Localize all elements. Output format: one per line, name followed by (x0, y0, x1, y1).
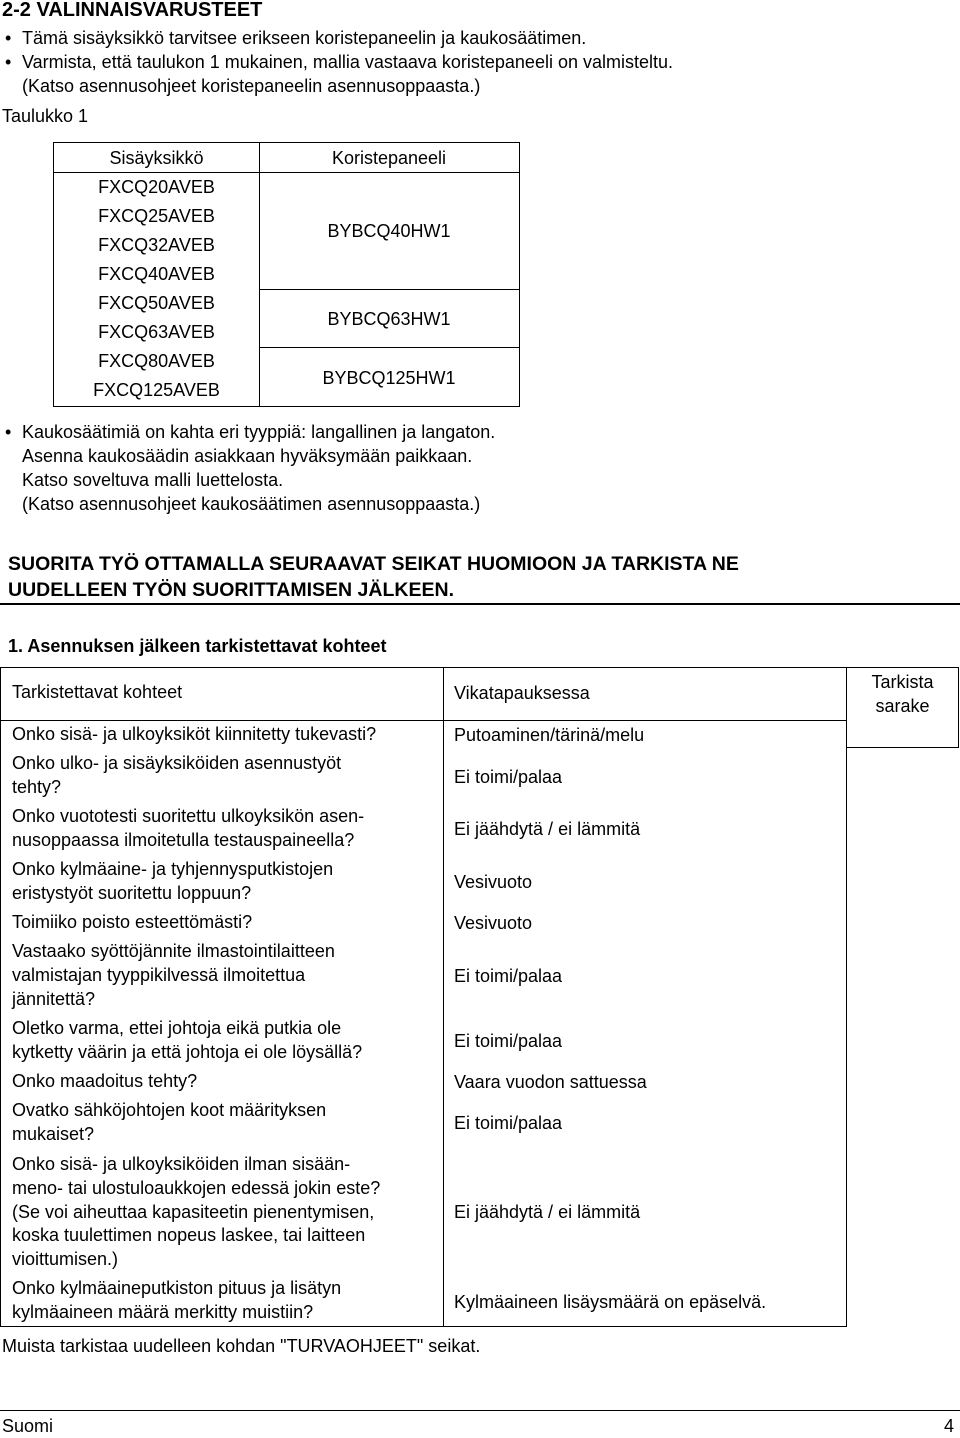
table1 (53, 142, 520, 407)
table1-panel: BYBCQ63HW1 (327, 309, 451, 329)
checklist-item: Oletko varma, ettei johtoja eikä putkia ole (12, 1018, 342, 1038)
checklist-item: (Se voi aiheuttaa kapasiteetin pienentymisen, (12, 1202, 375, 1222)
table1-header-unit: Sisäyksikkö (109, 148, 204, 168)
checklist-item: Onko kylmäaineputkiston pituus ja lisätyn (12, 1278, 342, 1298)
checklist-item: Onko ulko- ja sisäyksiköiden asennustyöt (12, 753, 342, 773)
checklist-item: kytketty väärin ja että johtoja ei ole löysällä? (12, 1042, 363, 1062)
table1-unit: FXCQ125AVEB (93, 380, 220, 400)
checklist-fault: Vesivuoto (454, 872, 533, 892)
checklist-item: koska tuulettimen nopeus laskee, tai laitteen (12, 1225, 366, 1245)
checklist-header-check-2: sarake (875, 696, 930, 716)
table1-panel: BYBCQ40HW1 (327, 221, 451, 241)
checklist-item: Onko maadoitus tehty? (12, 1071, 198, 1091)
table1-caption: Taulukko 1 (2, 106, 89, 126)
table1-unit: FXCQ80AVEB (98, 351, 215, 371)
bullet-marker: • (5, 422, 12, 442)
checklist-item: meno- tai ulostuloaukkojen edessä jokin este? (12, 1178, 381, 1198)
table1-unit: FXCQ25AVEB (98, 206, 215, 226)
remote-line-1: Kaukosäätimiä on kahta eri tyyppiä: langallinen ja langaton. (22, 422, 496, 442)
checklist-fault: Kylmäaineen lisäysmäärä on epäselvä. (454, 1292, 767, 1312)
remote-line-4: (Katso asennusohjeet kaukosäätimen asennusoppaasta.) (22, 494, 481, 514)
heading-rule (0, 603, 960, 605)
checklist-header-rule (0, 720, 847, 721)
checklist-fault: Putoaminen/tärinä/melu (454, 725, 645, 745)
table1-row-rule (259, 289, 519, 290)
checklist-item: Toimiiko poisto esteettömästi? (12, 912, 253, 932)
checklist-fault: Ei toimi/palaa (454, 1031, 563, 1051)
table1-unit: FXCQ63AVEB (98, 322, 215, 342)
checklist-column-divider (443, 667, 444, 1327)
checklist-fault: Ei jäähdytä / ei lämmitä (454, 1202, 641, 1222)
bullet-marker: • (5, 52, 12, 72)
bullet-marker: • (5, 28, 12, 48)
checklist-item: Onko vuototesti suoritettu ulkoyksikön asen- (12, 806, 365, 826)
section-title: 2-2 VALINNAISVARUSTEET (2, 0, 263, 21)
checklist-fault: Ei toimi/palaa (454, 767, 563, 787)
checklist-item: Onko sisä- ja ulkoyksiköt kiinnitetty tukevasti? (12, 724, 377, 744)
warning-heading (8, 551, 739, 603)
table1-unit: FXCQ20AVEB (98, 177, 215, 197)
table1-header-rule (54, 172, 519, 173)
table1-header-panel: Koristepaneeli (331, 148, 447, 168)
checklist-item: nusoppaassa ilmoitetulla testauspaineella? (12, 830, 355, 850)
checklist-item: tehty? (12, 777, 62, 797)
table1-unit: FXCQ32AVEB (98, 235, 215, 255)
checklist-title: 1. Asennuksen jälkeen tarkistettavat kohteet (8, 636, 387, 656)
checklist-fault: Vesivuoto (454, 913, 533, 933)
warning-heading-line-2: UUDELLEEN TYÖN SUORITTAMISEN JÄLKEEN. (8, 579, 454, 601)
checklist-item: vioittumisen.) (12, 1249, 119, 1269)
checklist-item: Vastaako syöttöjännite ilmastointilaitteen (12, 941, 335, 961)
remote-line-2: Asenna kaukosäädin asiakkaan hyväksymään paikkaan. (22, 446, 473, 466)
closing-note: Muista tarkistaa uudelleen kohdan "TURVAOHJEET" seikat. (2, 1336, 481, 1356)
checklist-fault: Ei toimi/palaa (454, 966, 563, 986)
checklist-item: mukaiset? (12, 1124, 95, 1144)
checklist-item: valmistajan tyyppikilvessä ilmoitettua (12, 965, 306, 985)
intro-note: (Katso asennusohjeet koristepaneelin asennusoppaasta.) (22, 76, 481, 96)
footer-language: Suomi (2, 1416, 54, 1436)
remote-line-3: Katso soveltuva malli luettelosta. (22, 470, 284, 490)
checklist-item: Onko kylmäaine- ja tyhjennysputkistojen (12, 859, 334, 879)
table1-panel: BYBCQ125HW1 (322, 368, 456, 388)
warning-heading-line-1: SUORITA TYÖ OTTAMALLA SEURAAVAT SEIKAT HUOMIOON JA TARKISTA NE (8, 553, 739, 575)
table1-unit: FXCQ40AVEB (98, 264, 215, 284)
checklist-fault: Ei jäähdytä / ei lämmitä (454, 819, 641, 839)
checklist-header-item: Tarkistettavat kohteet (12, 682, 183, 702)
checklist-header-fault: Vikatapauksessa (454, 683, 590, 703)
checklist-item: Onko sisä- ja ulkoyksiköiden ilman sisään- (12, 1154, 351, 1174)
checklist-fault: Ei toimi/palaa (454, 1113, 563, 1133)
checklist-item: Ovatko sähköjohtojen koot määrityksen (12, 1100, 327, 1120)
footer-rule (0, 1410, 960, 1411)
intro-bullet-1: Tämä sisäyksikkö tarvitsee erikseen koristepaneelin ja kaukosäätimen. (22, 28, 587, 48)
checklist-item: jännitettä? (12, 989, 96, 1009)
table1-unit: FXCQ50AVEB (98, 293, 215, 313)
checklist-header-check-1: Tarkista (871, 672, 934, 692)
checklist-fault: Vaara vuodon sattuessa (454, 1072, 647, 1092)
table1-row-rule (259, 347, 519, 348)
checklist-item: kylmäaineen määrä merkitty muistiin? (12, 1302, 314, 1322)
intro-bullet-2: Varmista, että taulukon 1 mukainen, mallia vastaava koristepaneeli on valmisteltu. (22, 52, 673, 72)
footer-page-number: 4 (943, 1416, 954, 1436)
checklist-item: eristystyöt suoritettu loppuun? (12, 883, 252, 903)
